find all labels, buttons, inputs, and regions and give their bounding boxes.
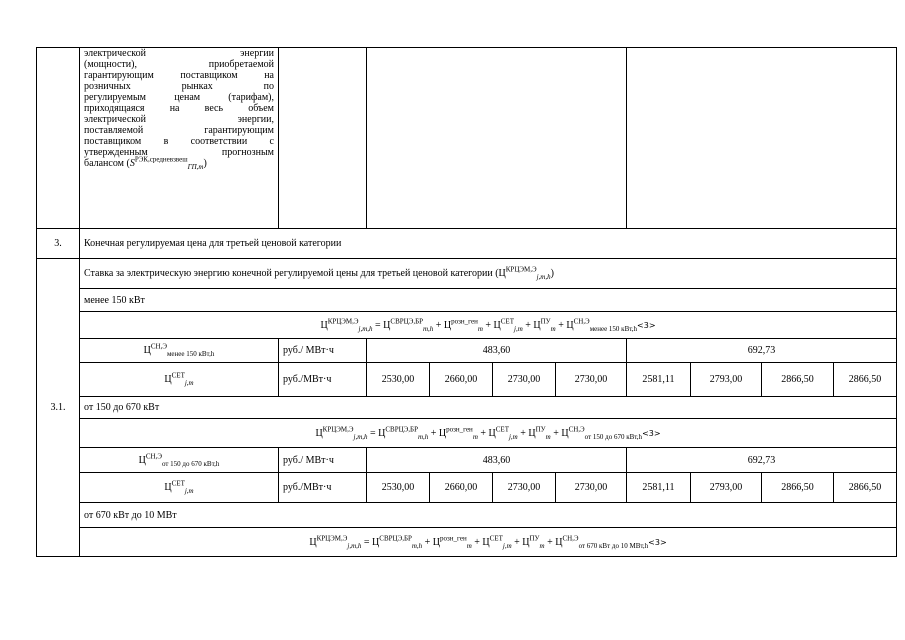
net-value: 2581,11	[627, 363, 691, 397]
formula-note: <3>	[642, 428, 661, 438]
group-title: от 150 до 670 кВт	[80, 397, 897, 419]
cont-line: утвержденным прогнозным	[84, 147, 274, 158]
net-row	[37, 473, 897, 503]
s-sup: РЭК,средневзвеш	[134, 155, 188, 164]
section-31-title: Ставка за электрическую энергию конечной регулируемой цены для третьей ценовой категории $(Ц^{КРЦЭМ,Э}_{j,m,h})$	[80, 259, 897, 289]
cont-text-cell	[80, 48, 279, 229]
cn-unit: руб./ МВт·ч	[279, 339, 367, 363]
net-value: 2530,00	[367, 363, 430, 397]
cn-value-b: 692,73	[627, 339, 897, 363]
section-31-close: )	[550, 268, 554, 279]
cont-line: регулируемым ценам (тарифам),	[84, 92, 274, 103]
section-31-sub: j,m,h	[536, 273, 551, 281]
net-unit: руб./МВт·ч	[279, 473, 367, 503]
net-value: 2866,50	[762, 363, 834, 397]
section-31-sup: КРЦЭМ,Э	[505, 265, 537, 274]
net-value: 2730,00	[556, 363, 627, 397]
cont-line: электрической энергии	[84, 48, 274, 59]
formula: $Ц^{КРЦЭМ,Э}_{j,m,h} = Ц^{СВРЦЭ,БР}_{m,h} + Ц^{розн\_ген}_m + Ц^{СЕТ}_{j,m} + Ц^{ПУ}_m + Ц^{СН,Э}_{от 150 до 670 кВт,h}<3>$	[80, 419, 897, 448]
net-symbol: $Ц^{СЕТ}_{j,m}$	[80, 363, 279, 397]
cont-line: розничных рынках по	[84, 81, 274, 92]
cn-symbol: $Ц^{СН,Э}_{от 150 до 670 кВт,h}$	[80, 448, 279, 473]
section-3-num: 3.	[37, 229, 80, 259]
cn-value-b: 692,73	[627, 448, 897, 473]
group-title-row	[37, 397, 897, 419]
net-value: 2866,50	[834, 363, 897, 397]
group-title: от 670 кВт до 10 МВт	[80, 503, 897, 528]
cont-last-line: балансом $(S^{РЭК,средневзвеш}_{ГП,m})$	[84, 155, 207, 171]
formula: $Ц^{КРЦЭМ,Э}_{j,m,h} = Ц^{СВРЦЭ,БР}_{m,h} + Ц^{розн\_ген}_m + Ц^{СЕТ}_{j,m} + Ц^{ПУ}_m + Ц^{СН,Э}_{от 670 кВт до 10 МВт,h}<3>$	[80, 528, 897, 557]
group-title: менее 150 кВт	[80, 289, 897, 312]
net-value: 2730,00	[493, 473, 556, 503]
net-value: 2581,11	[627, 473, 691, 503]
net-value: 2793,00	[691, 473, 762, 503]
cont-unit-cell	[279, 48, 367, 229]
cont-line: гарантирующим поставщиком на	[84, 70, 274, 81]
s-sub: ГП,m	[187, 163, 204, 171]
net-value: 2660,00	[430, 473, 493, 503]
continuation-row	[37, 48, 897, 229]
cn-value-a: 483,60	[367, 339, 627, 363]
net-value: 2730,00	[556, 473, 627, 503]
net-value: 2530,00	[367, 473, 430, 503]
net-value: 2660,00	[430, 363, 493, 397]
cont-line: приходящаяся на весь объем	[84, 103, 274, 114]
cn-value-a: 483,60	[367, 448, 627, 473]
cont-values-a	[367, 48, 627, 229]
group-title-row	[37, 503, 897, 528]
formula-row	[37, 312, 897, 339]
formula: $Ц^{КРЦЭМ,Э}_{j,m,h} = Ц^{СВРЦЭ,БР}_{m,h} + Ц^{розн\_ген}_m + Ц^{СЕТ}_{j,m} + Ц^{ПУ}_m + Ц^{СН,Э}_{менее 150 кВт,h}<3>$	[80, 312, 897, 339]
cont-num-cell	[37, 48, 80, 229]
cn-row	[37, 339, 897, 363]
cont-line: поставляемой гарантирующим	[84, 125, 274, 136]
section-3-row	[37, 229, 897, 259]
section-31-text: Ставка за электрическую энергию конечной регулируемой цены для третьей ценовой категории (	[84, 268, 499, 279]
cn-unit: руб./ МВт·ч	[279, 448, 367, 473]
cn-symbol: $Ц^{СН,Э}_{менее 150 кВт,h}$	[80, 339, 279, 363]
cn-row	[37, 448, 897, 473]
cont-line: (мощности), приобретаемой	[84, 59, 274, 70]
group-title-row	[37, 289, 897, 312]
formula-note: <3>	[637, 320, 656, 330]
net-value: 2866,50	[762, 473, 834, 503]
tariff-table	[36, 47, 897, 557]
cont-last-text: балансом (	[84, 158, 130, 169]
net-unit: руб./МВт·ч	[279, 363, 367, 397]
cont-values-b	[627, 48, 897, 229]
net-value: 2866,50	[834, 473, 897, 503]
formula-note: <3>	[648, 537, 667, 547]
section-3-title: Конечная регулируемая цена для третьей ценовой категории	[80, 229, 897, 259]
cont-line: электрической энергии,	[84, 114, 274, 125]
section-31-num: 3.1.	[37, 259, 80, 557]
net-symbol: $Ц^{СЕТ}_{j,m}$	[80, 473, 279, 503]
cont-close: )	[203, 158, 207, 169]
formula-row	[37, 419, 897, 448]
section-31-row	[37, 259, 897, 289]
net-value: 2793,00	[691, 363, 762, 397]
net-value: 2730,00	[493, 363, 556, 397]
net-row	[37, 363, 897, 397]
formula-row	[37, 528, 897, 557]
cont-line: поставщиком в соответствии с	[84, 136, 274, 147]
